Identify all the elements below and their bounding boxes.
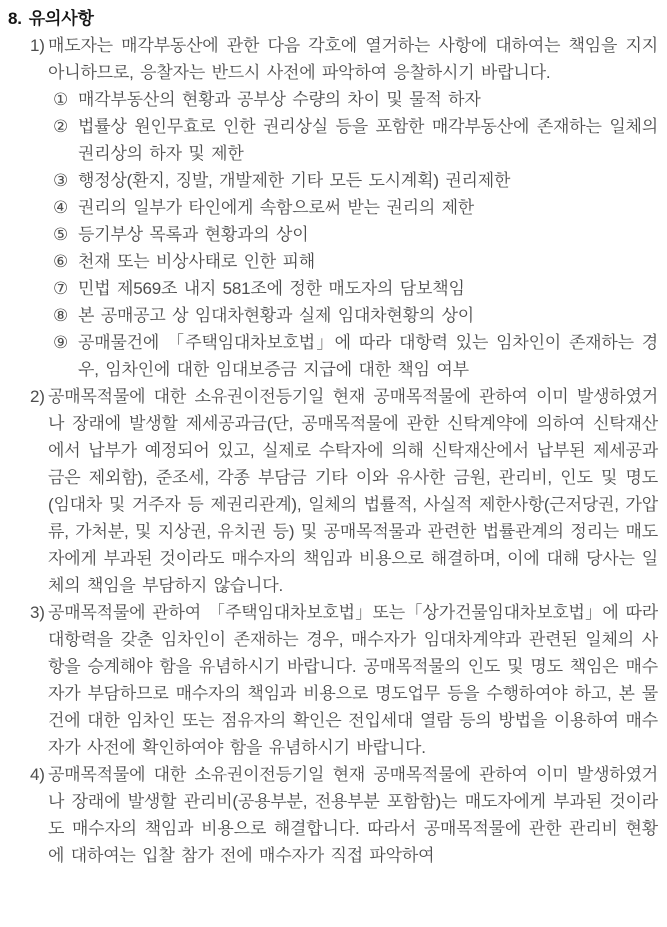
notice-subitem-3 — [48, 167, 658, 194]
notice-subitem-4 — [48, 194, 658, 221]
subitem-8-marker: ⑧ — [53, 306, 69, 325]
subitem-7-text: 민법 제569조 내지 581조에 정한 매도자의 담보책임 — [78, 279, 465, 298]
subitem-5-text: 등기부상 목록과 현황과의 상이 — [78, 225, 309, 244]
section-number: 8. — [8, 9, 22, 28]
subitem-4-text: 권리의 일부가 타인에게 속함으로써 받는 권리의 제한 — [78, 198, 475, 217]
notice-item-3 — [8, 599, 658, 761]
subitem-7-marker: ⑦ — [53, 279, 69, 298]
notice-subitem-6 — [48, 248, 658, 275]
notice-subitem-5 — [48, 221, 658, 248]
subitem-2-text: 법률상 원인무효로 인한 권리상실 등을 포함한 매각부동산에 존재하는 일체의 권리상의 하자 및 제한 — [78, 117, 658, 163]
item-1-sublist — [48, 86, 658, 383]
subitem-3-text: 행정상(환지, 징발, 개발제한 기타 모든 도시계획) 권리제한 — [78, 171, 511, 190]
notice-subitem-7 — [48, 275, 658, 302]
notice-item-2 — [8, 383, 658, 599]
notice-subitem-9 — [48, 329, 658, 383]
notice-subitem-1 — [48, 86, 658, 113]
item-3-text: 공매목적물에 관하여 「주택임대차보호법」또는「상가건물임대차보호법」에 따라 대항력을 갖춘 임차인이 존재하는 경우, 매수자가 임대차계약과 관련된 일체의 사항을 승계해야 함을 유념하시기 바랍니다. 공매목적물의 인도 및 명도 책임은 매수자가 부담하므로 매수자의 책임과 비용으로 명도업무 등을 수행하여야 하고, 본 물건에 대한 임차인 또는 점유자의 확인은 전입세대 열람 등의 방법을 이용하여 매수자가 사전에 확인하여야 함을 유념하시기 바랍니다. — [48, 603, 658, 757]
notice-subitem-8 — [48, 302, 658, 329]
item-1-marker: 1) — [30, 36, 45, 55]
notice-item-4 — [8, 761, 658, 869]
subitem-6-marker: ⑥ — [53, 252, 69, 271]
notice-subitem-2 — [48, 113, 658, 167]
subitem-2-marker: ② — [53, 117, 69, 136]
item-3-marker: 3) — [30, 603, 45, 622]
section-title: 유의사항 — [28, 9, 94, 28]
subitem-4-marker: ④ — [53, 198, 69, 217]
subitem-1-marker: ① — [53, 90, 69, 109]
subitem-8-text: 본 공매공고 상 임대차현황과 실제 임대차현황의 상이 — [78, 306, 475, 325]
subitem-6-text: 천재 또는 비상사태로 인한 피해 — [78, 252, 315, 271]
item-2-text: 공매목적물에 대한 소유권이전등기일 현재 공매목적물에 관하여 이미 발생하였거나 장래에 발생할 제세공과금(단, 공매목적물에 관한 신탁계약에 의하여 신탁재산에서 납부가 예정되어 있고, 실제로 수탁자에 의해 신탁재산에서 납부된 제세공과금은 제외함), 준조세, 각종 부담금 기타 이와 유사한 금원, 관리비, 인도 및 명도(임대차 및 거주자 등 제권리관계), 일체의 법률적, 사실적 제한사항(근저당권, 가압류, 가처분, 및 지상권, 유치권 등) 및 공매목적물과 관련한 법률관계의 정리는 매도자에게 부과된 것이라도 매수자의 책임과 비용으로 해결하며, 이에 대해 당사는 일체의 책임을 부담하지 않습니다. — [48, 387, 658, 595]
item-4-text: 공매목적물에 대한 소유권이전등기일 현재 공매목적물에 관하여 이미 발생하였거나 장래에 발생할 관리비(공용부분, 전용부분 포함함)는 매도자에게 부과된 것이라도 매수자의 책임과 비용으로 해결합니다. 따라서 공매목적물에 관한 관리비 현황에 대하여는 입찰 참가 전에 매수자가 직접 파악하여 — [48, 765, 658, 865]
subitem-1-text: 매각부동산의 현황과 공부상 수량의 차이 및 물적 하자 — [78, 90, 481, 109]
subitem-9-marker: ⑨ — [53, 333, 69, 352]
item-4-marker: 4) — [30, 765, 45, 784]
subitem-5-marker: ⑤ — [53, 225, 69, 244]
item-2-marker: 2) — [30, 387, 45, 406]
subitem-9-text: 공매물건에 「주택임대차보호법」에 따라 대항력 있는 임차인이 존재하는 경우, 임차인에 대한 임대보증금 지급에 대한 책임 여부 — [78, 333, 658, 379]
section-heading — [8, 5, 658, 32]
notice-item-1 — [8, 32, 658, 383]
subitem-3-marker: ③ — [53, 171, 69, 190]
item-1-text: 매도자는 매각부동산에 관한 다음 각호에 열거하는 사항에 대하여는 책임을 지지 아니하므로, 응찰자는 반드시 사전에 파악하여 응찰하시기 바랍니다. — [48, 36, 658, 82]
